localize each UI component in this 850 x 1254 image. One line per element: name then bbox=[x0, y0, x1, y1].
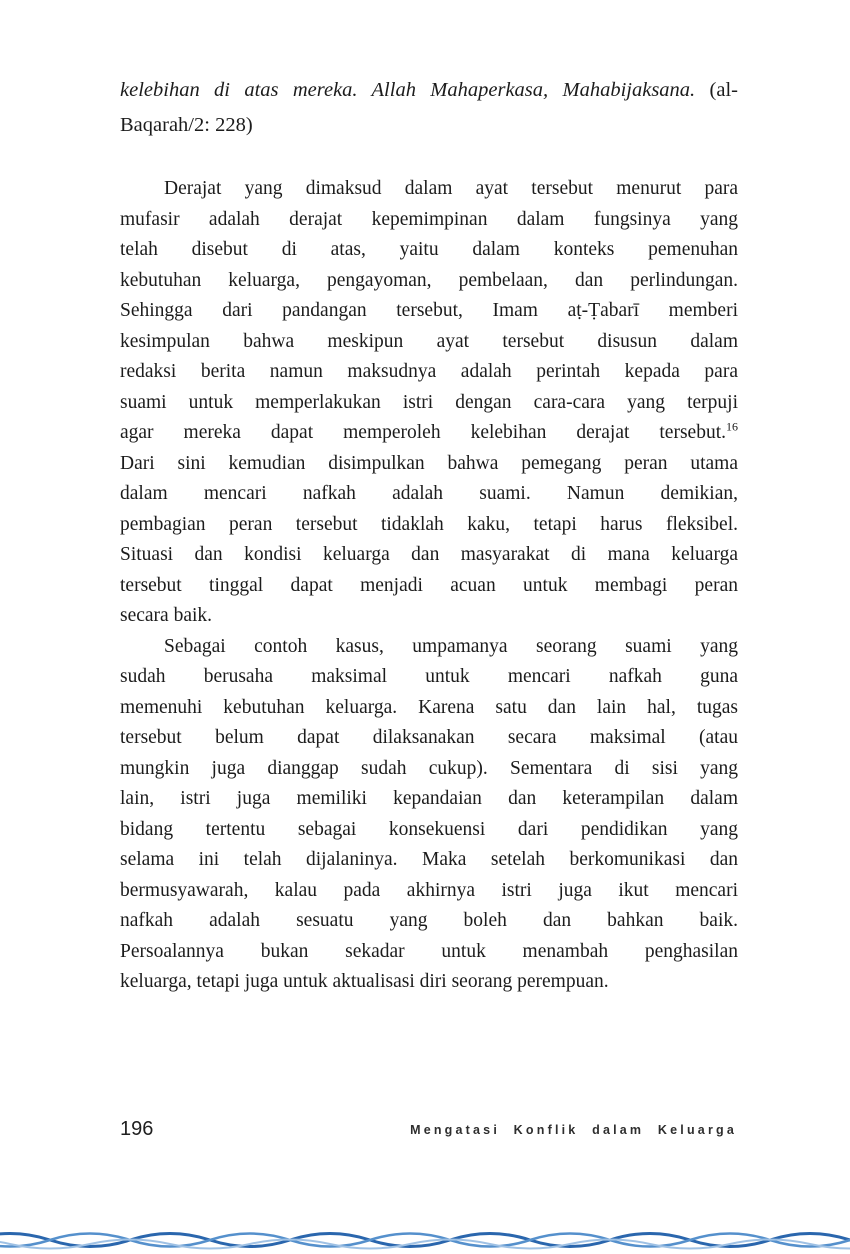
text-line: memenuhi kebutuhan keluarga. Karena satu dan lain hal, tugas bbox=[120, 696, 738, 718]
text-line: redaksi berita namun maksudnya adalah perintah kepada para bbox=[120, 361, 738, 382]
paragraph-lines bbox=[120, 632, 738, 998]
text-line: dalam mencari nafkah adalah suami. Namun demikian, bbox=[120, 483, 738, 504]
text-line: suami untuk memperlakukan istri dengan cara-cara yang terpuji bbox=[120, 391, 738, 413]
text-line: bermusyawarah, kalau pada akhirnya istri juga ikut mencari bbox=[120, 879, 738, 901]
quote-italic-text: kelebihan di atas mereka. Allah Mahaperkasa, Mahabijaksana. bbox=[120, 79, 710, 101]
page-content bbox=[120, 73, 738, 998]
text-line: sudah berusaha maksimal untuk mencari nafkah guna bbox=[120, 666, 738, 687]
text-line bbox=[120, 73, 738, 108]
text-line: selama ini telah dijalaninya. Maka setelah berkomunikasi dan bbox=[120, 849, 738, 870]
text-line: secara baik. bbox=[120, 605, 213, 626]
text-line: kesimpulan bahwa meskipun ayat tersebut disusun dalam bbox=[120, 330, 738, 352]
text-line: mungkin juga dianggap sudah cukup). Sementara di sisi yang bbox=[120, 757, 738, 779]
text-line: kebutuhan keluarga, pengayoman, pembelaan, dan perlindungan. bbox=[120, 269, 738, 291]
footnote-marker: 16 bbox=[726, 419, 738, 434]
text-line-with-footnote bbox=[120, 418, 738, 449]
paragraph-lines bbox=[120, 174, 738, 418]
text-line: keluarga, tetapi juga untuk aktualisasi diri seorang perempuan. bbox=[120, 971, 609, 992]
text-line: nafkah adalah sesuatu yang boleh dan bahkan baik. bbox=[120, 910, 738, 931]
paragraph-1 bbox=[120, 174, 738, 632]
text-line: Situasi dan kondisi keluarga dan masyarakat di mana keluarga bbox=[120, 544, 738, 565]
text-line: mufasir adalah derajat kepemimpinan dalam fungsinya yang bbox=[120, 208, 738, 230]
verse-reference: Baqarah/2: 228) bbox=[120, 114, 253, 136]
text-line: bidang tertentu sebagai konsekuensi dari pendidikan yang bbox=[120, 818, 738, 840]
text-line: telah disebut di atas, yaitu dalam konteks pemenuhan bbox=[120, 239, 738, 260]
page-footer bbox=[120, 1118, 737, 1141]
text-line: tersebut belum dapat dilaksanakan secara maksimal (atau bbox=[120, 727, 738, 748]
text-line: Persoalannya bukan sekadar untuk menambah penghasilan bbox=[120, 940, 738, 962]
paragraph-lines bbox=[120, 449, 738, 632]
text-line: Dari sini kemudian disimpulkan bahwa pemegang peran utama bbox=[120, 452, 738, 474]
text-line: pembagian peran tersebut tidaklah kaku, tetapi harus fleksibel. bbox=[120, 513, 738, 535]
wave-decoration-graphic bbox=[0, 1224, 850, 1254]
running-title: Mengatasi Konflik dalam Keluarga bbox=[410, 1123, 737, 1137]
quote-reference-open: (al- bbox=[709, 79, 738, 101]
paragraph-2 bbox=[120, 632, 738, 998]
page-number: 196 bbox=[120, 1118, 154, 1140]
text-line: Derajat yang dimaksud dalam ayat tersebut menurut para bbox=[164, 178, 738, 199]
footnote-line-text: agar mereka dapat memperoleh kelebihan derajat tersebut. bbox=[120, 422, 726, 443]
quran-quote-block bbox=[120, 73, 738, 143]
text-line: Sehingga dari pandangan tersebut, Imam aṭ-Ṭabarī memberi bbox=[120, 300, 738, 321]
text-line: tersebut tinggal dapat menjadi acuan untuk membagi peran bbox=[120, 574, 738, 596]
text-line: Sebagai contoh kasus, umpamanya seorang suami yang bbox=[164, 635, 738, 657]
text-line: lain, istri juga memiliki kepandaian dan keterampilan dalam bbox=[120, 788, 738, 809]
